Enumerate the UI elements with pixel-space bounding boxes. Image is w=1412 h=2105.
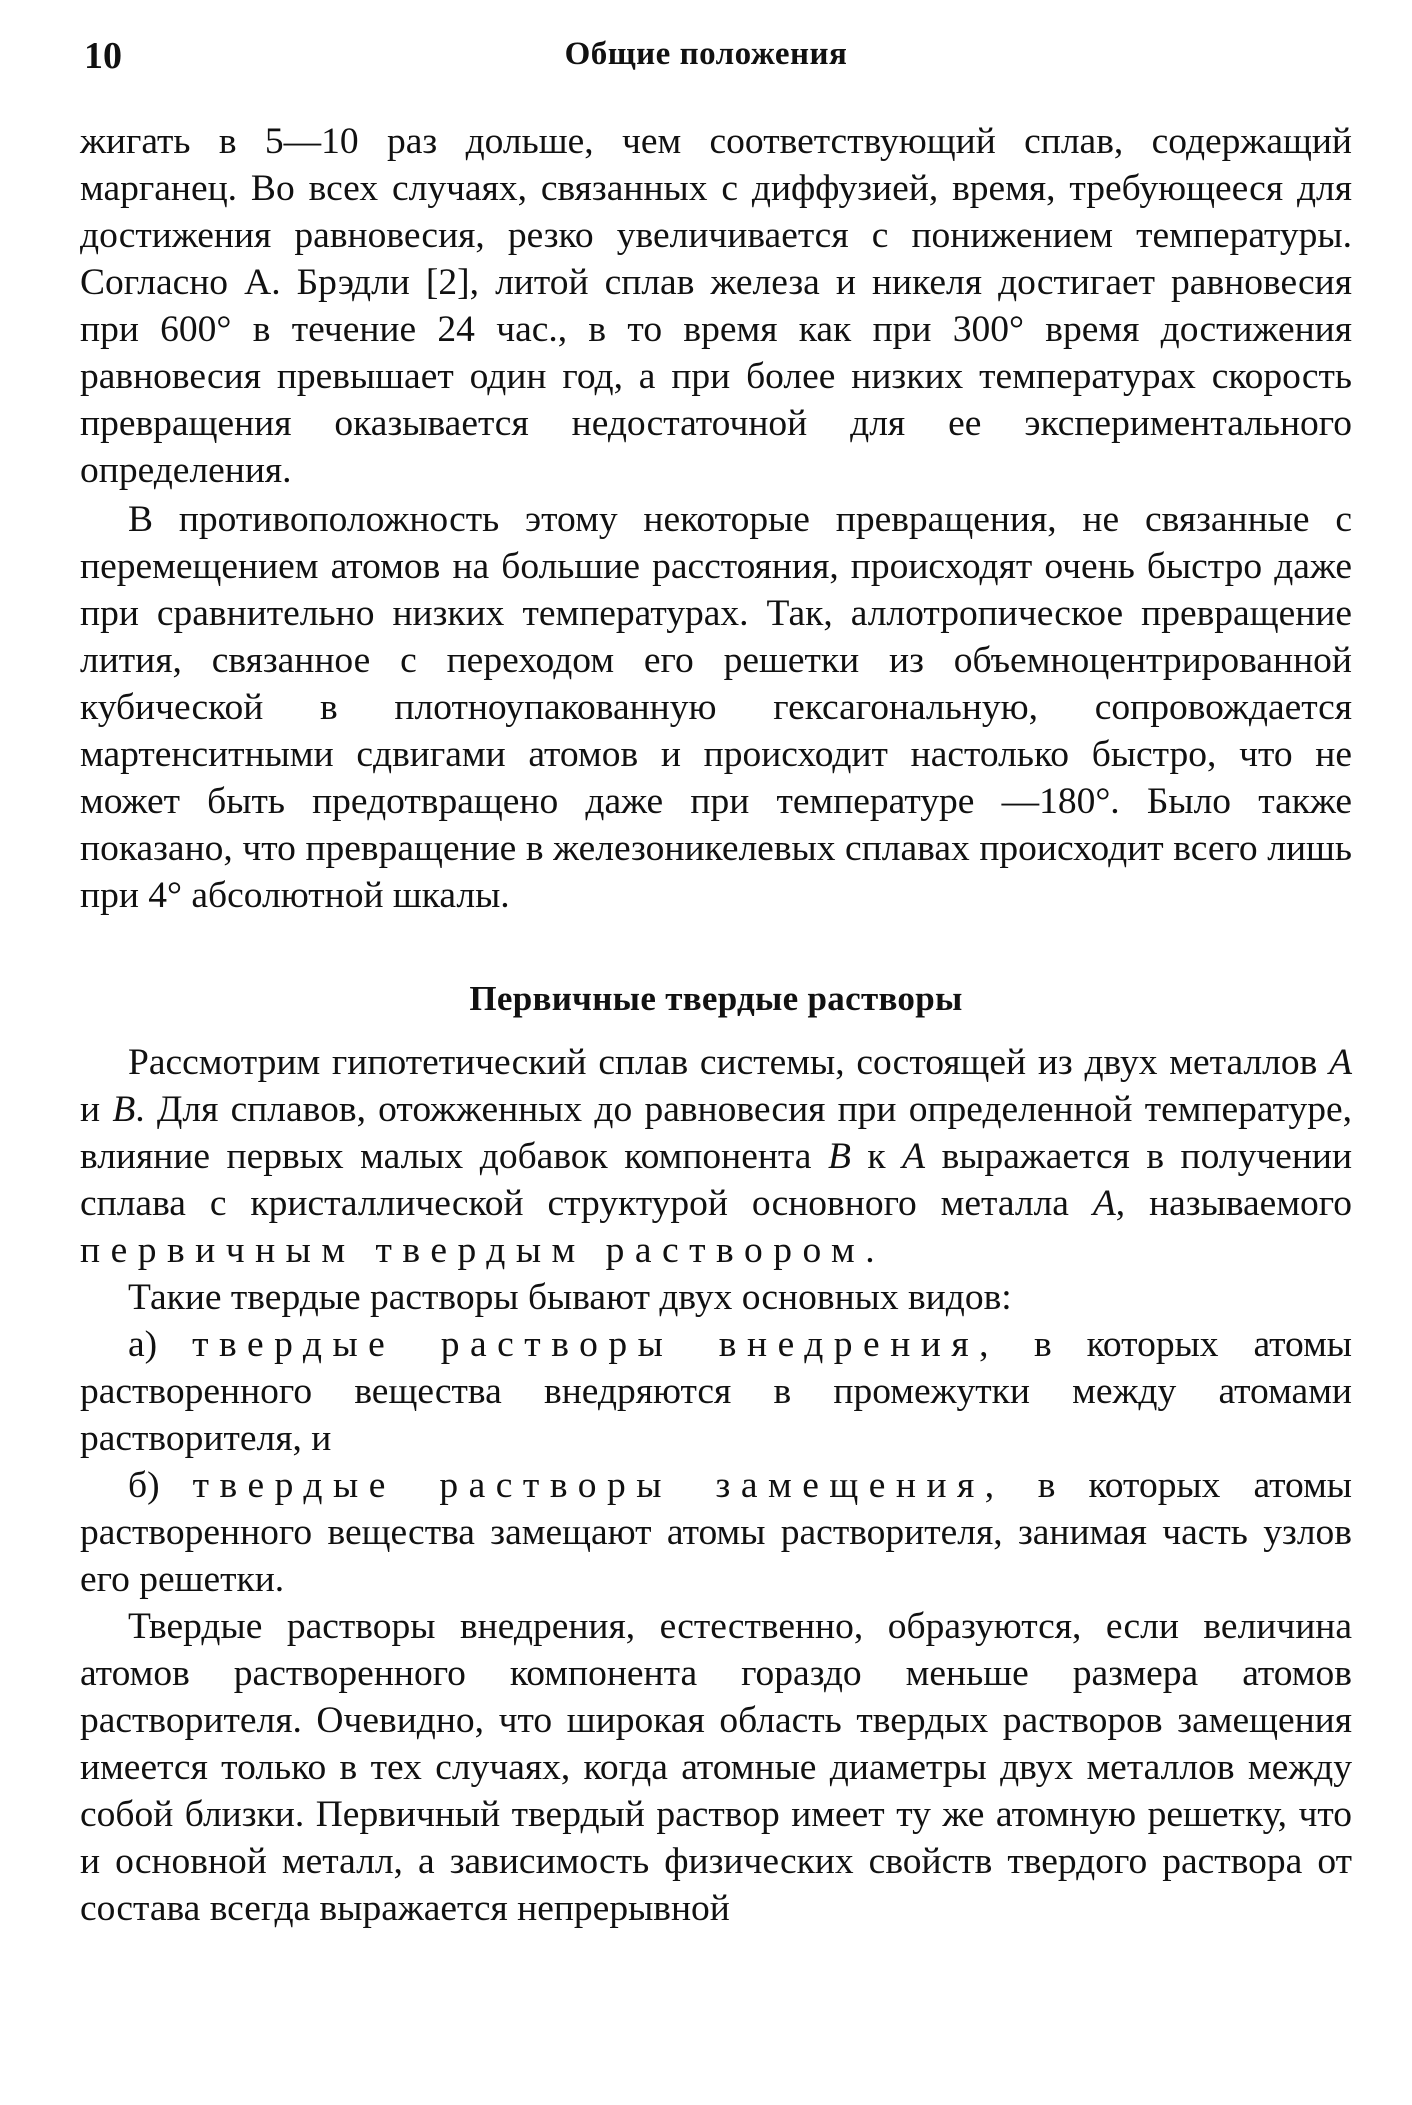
paragraph-fast-transformations: В противоположность этому некоторые превращения, не связанные с перемещением атомов на большие расстояния, происходят очень быстро даже при сравнительно низких температурах. Так, аллотропическое превращение лития, связанное с переходом его решетки из объемноцентрированной кубической в плотноупакованную гексагональную, сопровождается мартенситными сдвигами атомов и происходит настолько быстро, что не может быть предотвращено даже при температуре —180°. Было также показано, что превращение в железоникелевых сплавах происходит всего лишь при 4° абсолютной шкалы. [80, 499, 1352, 916]
text-run: в которых атомы растворенного вещества замещают атомы растворителя, занимая часть узлов его решетки. [80, 1465, 1352, 1600]
list-marker: а) [128, 1324, 158, 1365]
paragraph-hypothetical-alloy [80, 1039, 1352, 1274]
variable-a: A [1092, 1183, 1116, 1224]
variable-b: B [827, 1136, 851, 1177]
list-item-substitutional [80, 1462, 1352, 1603]
term-substitutional-solutions: твердые растворы замещения, [192, 1465, 1005, 1506]
text-run: и [80, 1089, 101, 1130]
text-run: выражается в получении сплава с кристаллической структурой основного металла [80, 1136, 1353, 1224]
list-marker: б) [128, 1465, 160, 1506]
text-run: . [865, 1230, 875, 1271]
text-run: к [867, 1136, 886, 1177]
text-run: Рассмотрим гипотетический сплав системы, состоящей из двух металлов [128, 1042, 1318, 1083]
text-run: , называемого [1115, 1183, 1352, 1224]
variable-a: A [1329, 1042, 1353, 1083]
text-run: в которых атомы растворенного вещества внедряются в промежутки между атомами растворителя, и [80, 1324, 1353, 1459]
term-interstitial-solutions: твердые растворы внедрения, [192, 1324, 999, 1365]
list-item-interstitial [80, 1321, 1352, 1462]
variable-b: B [112, 1089, 136, 1130]
text-run: . Для сплавов, отожженных до равновесия при определенной температуре, влияние первых малых добавок компонента [80, 1089, 1353, 1177]
running-title: Общие положения [564, 36, 848, 72]
paragraph-two-kinds: Такие твердые растворы бывают двух основных видов: [128, 1277, 1012, 1318]
paragraph-interstitial-conditions: Твердые растворы внедрения, естественно, образуются, если величина атомов растворенного компонента гораздо меньше размера атомов растворителя. Очевидно, что широкая область твердых растворов замещения имеется только в тех случаях, когда атомные диаметры двух металлов между собой близки. Первичный твердый раствор имеет ту же атомную решетку, что и основной металл, а зависимость физических свойств твердого раствора от состава всегда выражается непрерывной [80, 1606, 1352, 1929]
page-header [80, 34, 1332, 84]
page-body [80, 118, 1352, 1932]
page-number: 10 [84, 35, 122, 77]
variable-a: A [902, 1136, 926, 1177]
section-heading: Первичные твердые растворы [469, 979, 963, 1018]
term-primary-solid-solution: первичным твердым раствором [80, 1230, 866, 1271]
paragraph-continuation: жигать в 5—10 раз дольше, чем соответствующий сплав, содержащий марганец. Во всех случаях, связанных с диффузией, время, требующееся для достижения равновесия, резко увеличивается с понижением температуры. Согласно А. Брэдли [2], литой сплав железа и никеля достигает равновесия при 600° в течение 24 час., в то время как при 300° время достижения равновесия превышает один год, а при более низких температурах скорость превращения оказывается недостаточной для ее экспериментального определения. [80, 121, 1352, 491]
